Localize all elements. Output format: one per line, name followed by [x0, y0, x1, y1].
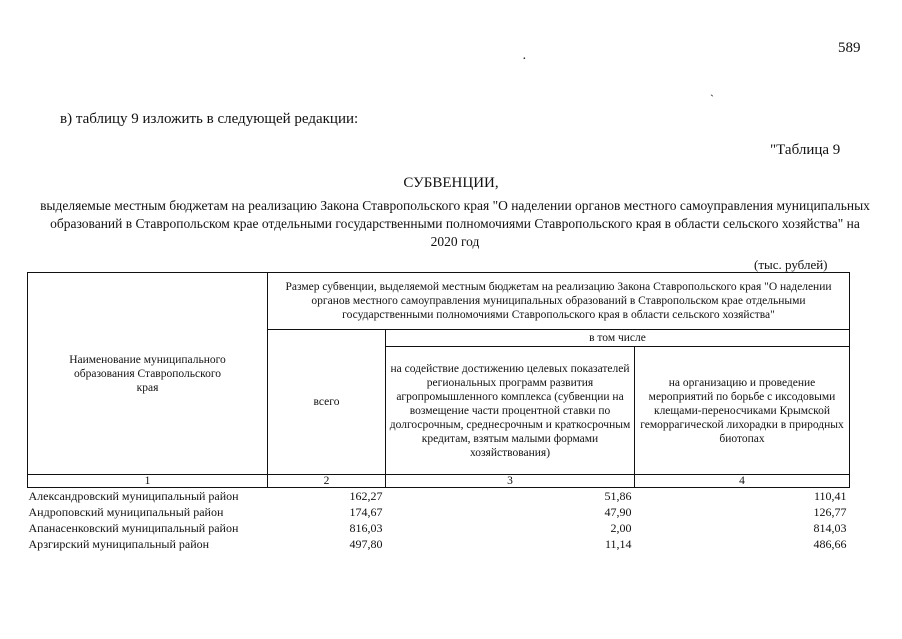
row-col3: 47,90 — [604, 505, 632, 519]
row-col3: 51,86 — [604, 489, 632, 503]
instruction-text: в) таблицу 9 изложить в следующей редакции: — [60, 111, 359, 127]
row-municipality: Арзгирский муниципальный район — [28, 537, 210, 551]
document-subtitle: выделяемые местным бюджетам на реализацию Закона Ставропольского края "О наделении органов местного самоуправления муниципальных образований в Ставропольском крае отдельными государственными полномочиями Ставропольского края в области сельского хозяйства" на 2020 год — [40, 198, 870, 249]
row-total: 816,03 — [349, 521, 383, 535]
row-col3: 11,14 — [604, 537, 632, 551]
row-municipality: Апанасенковский муниципальный район — [28, 521, 239, 535]
row-total: 174,67 — [349, 505, 383, 519]
row-municipality: Андроповский муниципальный район — [28, 505, 224, 519]
column-number: 2 — [268, 475, 386, 488]
column-number: 1 — [28, 475, 268, 488]
header-municipality — [28, 273, 268, 475]
table-row — [28, 536, 850, 552]
row-col4: 486,66 — [813, 537, 847, 551]
scan-mark: ˋ — [710, 92, 714, 106]
header-col3: на содействие достижению целевых показателей региональных программ развития агропромышленного комплекса (субвенции на возмещение части процентной ставки по долгосрочным, среднесрочным и краткосрочным кредитам, взятым малыми формами хозяйствования) — [386, 347, 635, 475]
header-including: в том числе — [386, 330, 850, 347]
units-label: (тыс. рублей) — [754, 257, 828, 272]
row-col4: 814,03 — [813, 521, 847, 535]
table-label: "Таблица 9 — [770, 142, 841, 158]
scan-speck: · — [522, 52, 527, 67]
table-row — [28, 504, 850, 520]
column-number: 4 — [635, 475, 850, 488]
header-subsidy-size: Размер субвенции, выделяемой местным бюджетам на реализацию Закона Ставропольского края "О наделении органов местного самоуправления муниципальных образований в Ставропольском крае отдельными государственными полномочиями Ставропольского края в области сельского хозяйства" — [268, 273, 850, 330]
row-col4: 126,77 — [813, 505, 847, 519]
row-total: 497,80 — [349, 537, 383, 551]
row-col4: 110,41 — [813, 489, 847, 503]
subsidies-table — [27, 272, 850, 552]
header-col4: на организацию и проведение мероприятий по борьбе с иксодовыми клещами-переносчиками Крымской геморрагической лихорадки в природных биотопах — [635, 347, 850, 475]
page-number: 589 — [838, 40, 861, 56]
header-total: всего — [268, 330, 386, 475]
table-row — [28, 488, 850, 505]
document-title: СУБВЕНЦИИ, — [403, 175, 499, 191]
row-col3: 2,00 — [610, 521, 632, 535]
table-row — [28, 520, 850, 536]
row-municipality: Александровский муниципальный район — [28, 489, 239, 503]
row-total: 162,27 — [349, 489, 383, 503]
column-number: 3 — [386, 475, 635, 488]
header-municipality-text: Наименование муниципального образования Ставропольского края — [69, 353, 226, 394]
